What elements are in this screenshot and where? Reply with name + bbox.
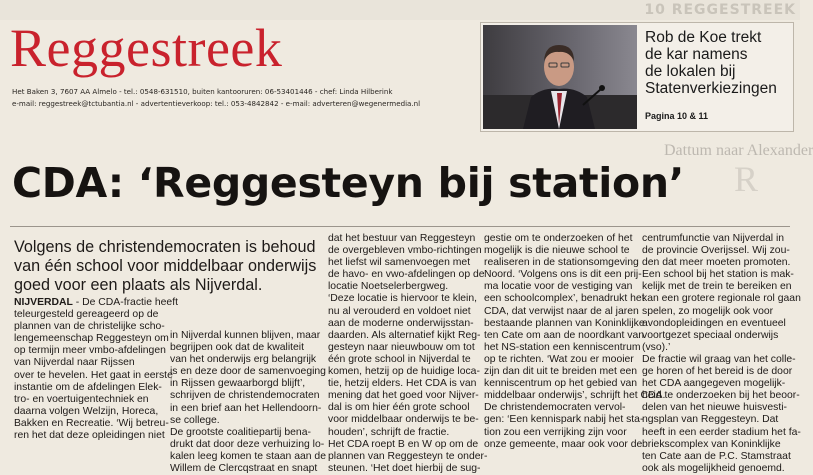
article-text-line: Bakken en Recreatie. ‘Wij betreu-: [14, 417, 169, 429]
article-text-line: teleurgesteld gereageerd op de: [14, 309, 159, 321]
teaser-title-line: de lokalen bij: [645, 63, 736, 80]
article-column-5: [642, 233, 801, 475]
article-text-line: locatie Noetselerbergweg.: [328, 281, 449, 293]
article-text-line: komen, hetzij op de huidige loca-: [328, 366, 480, 378]
article-text-line: heeft in een eerder stadium het fa-: [642, 426, 801, 438]
article-text-line: het CDA aangegeven mogelijk-: [642, 378, 786, 390]
article-text-line: kalen leeg komen te staan aan de: [170, 450, 326, 462]
article-text-line: avondopleidingen en eventueel: [642, 317, 786, 329]
article-text-line: ten Cate aan de P.C. Stamstraat: [642, 450, 791, 462]
article-text-line: middelbaar onderwijs’, schrijft het CDA.: [484, 390, 666, 402]
article-text-line: De fractie wil graag van het colle-: [642, 353, 796, 365]
article-text-line: centrumfunctie van Nijverdal in: [642, 233, 785, 244]
article-text-line: aan de moderne onderwijsstan-: [328, 317, 474, 329]
teaser-title-line: Rob de Koe trekt: [645, 29, 762, 46]
article-text-line: van het onderwijs erg belangrijk: [170, 354, 317, 366]
article-text-line: mogelijk is die nieuwe school te: [484, 245, 630, 257]
article-text-line: realiseren in de stationsomgeving: [484, 257, 639, 269]
article-text-line: den dat meer moeten promoten.: [642, 257, 791, 269]
article-text-line: plannen van Reggesteyn te onder-: [328, 450, 488, 462]
article-text-line: ma locatie voor de vestiging van: [484, 281, 633, 293]
article-text-line: gesteyn naar nieuwbouw om tot: [328, 341, 475, 353]
article-text-line: de havo- en vwo-afdelingen op de: [328, 269, 485, 281]
article-column-2: [170, 330, 328, 475]
article-text-line: houden’, schrijft de fractie.: [328, 426, 450, 438]
teaser-box: [480, 22, 794, 132]
article-text-line: in een brief aan het Hellendoorn-: [170, 402, 322, 414]
article-text: - De CDA-fractie heeft: [72, 297, 178, 308]
article-text-line: in Nijverdal kunnen blijven, maar: [170, 330, 321, 341]
article-text-line: De grootste coalitiepartij bena-: [170, 426, 311, 438]
article-text-line: onze gemeente, maar ook voor de: [484, 438, 643, 450]
article-headline: CDA: ‘Reggesteyn bij station’: [12, 159, 685, 207]
teaser-page-reference: Pagina 10 & 11: [645, 111, 709, 121]
article-text-line: op te richten. ‘Wat zou er mooier: [484, 353, 634, 365]
article-text-line: se college.: [170, 414, 220, 426]
article-intro: [14, 238, 324, 295]
article-text-line: tro- en voertuigentechniek en: [14, 393, 149, 405]
article-text-line: ge horen of het bereid is de door: [642, 366, 793, 378]
article-text-line: instantie om de afdelingen Elek-: [14, 381, 162, 393]
person-portrait-image: [483, 25, 637, 129]
article-text-line: dat het bestuur van Reggesteyn: [328, 233, 476, 244]
article-text-line: ‘Deze locatie is hiervoor te klein,: [328, 293, 478, 305]
intro-line: Volgens de christendemocraten is behoud: [14, 238, 316, 256]
contact-info: [12, 86, 472, 110]
article-text-line: over te hevelen. Het gaat in eerste: [14, 369, 173, 381]
intro-line: goed voor een plaats als Nijverdal.: [14, 276, 263, 294]
article-text-line: gen: ‘Een kennispark nabij het sta-: [484, 414, 644, 426]
intro-line: van één school voor middelbaar onderwijs: [14, 257, 317, 275]
article-text-line: tion zou een verrijking zijn voor: [484, 426, 627, 438]
article-text-line: steunen. ‘Het doet hierbij de sug-: [328, 462, 481, 474]
article-text-line: daarden. Als alternatief kijkt Reg-: [328, 329, 481, 341]
article-text-line: voor middelbaar onderwijs te be-: [328, 414, 479, 426]
article-text-line: een schoolcomplex’, benadrukt het: [484, 293, 645, 305]
article-text-line: plannen van de christelijke scho-: [14, 321, 165, 333]
article-text-line: briekscomplex van Koninklijke: [642, 438, 781, 450]
article-text-line: CDA, dat verwijst naar de al jaren: [484, 305, 639, 317]
article-text-line: ook als mogelijkheid genoemd.: [642, 462, 785, 474]
teaser-title-line: Statenverkiezingen: [645, 80, 777, 97]
contact-line: e-mail: reggestreek@tctubantia.nl - advertentieverkoop: tel.: 053-4842842 - e-mail: adverteren@wegenermedia.nl: [12, 99, 421, 108]
article-text-line: ngsplan van Reggesteyn. Dat: [642, 414, 779, 426]
article-text-line: tie, hetzij elders. Het CDA is van: [328, 378, 477, 390]
article-text-line: Het CDA roept B en W op om de: [328, 438, 479, 450]
article-text-line: de overgebleven vmbo-richtingen: [328, 245, 482, 257]
article-dateline: NIJVERDAL: [14, 297, 73, 308]
article-text-line: ren het dat deze opleidingen niet: [14, 430, 165, 442]
article-column-1: [14, 297, 178, 442]
article-text-line: begrijpen ook dat de kwaliteit: [170, 342, 305, 354]
article-text-line: Noord. ‘Volgens ons is dit een prij-: [484, 269, 642, 281]
article-text-line: gestie om te onderzoeken of het: [484, 233, 633, 244]
article-text-line: voortgezet speciaal onderwijs: [642, 329, 779, 341]
article-text-line: kelijk met de trein te bereiken en: [642, 281, 792, 293]
article-text-line: schrijven de christendemocraten: [170, 390, 320, 402]
article-text-line: heid te onderzoeken bij het beoor-: [642, 390, 800, 402]
article-text-line: (vso).’: [642, 341, 671, 353]
bleed-through-letter: R: [734, 159, 759, 199]
article-text-line: in Rijssen gewaarborgd blijft’,: [170, 378, 306, 390]
article-text-line: Een school bij het station is mak-: [642, 269, 794, 281]
article-text-line: drukt dat door deze verhuizing lo-: [170, 438, 325, 450]
divider: [10, 226, 790, 227]
article-text-line: spelen, zo mogelijk ook voor: [642, 305, 774, 317]
bleed-through-heading: Dattum naar Alexander: [664, 142, 813, 159]
article-text-line: mening dat het goed voor Nijver-: [328, 390, 479, 402]
teaser-photo: [483, 25, 637, 129]
ghost-page-header: 10 REGGESTREEK: [644, 2, 796, 18]
article-text-line: de provincie Overijssel. Wij zou-: [642, 245, 790, 257]
article-text-line: [14, 297, 178, 309]
article-text-line: daarna volgen Welzijn, Horeca,: [14, 405, 159, 417]
article-text-line: lengemeenschap Reggesteyn om: [14, 333, 169, 345]
article-text-line: kan een grotere regionale rol gaan: [642, 293, 801, 305]
article-text-line: het liefst wil samenvoegen met: [328, 257, 471, 269]
article-text-line: één grote school in Nijverdal te: [328, 353, 471, 365]
teaser-title-line: de kar namens: [645, 46, 748, 63]
article-column-3: [328, 233, 488, 475]
article-text-line: op termijn meer vmbo-afdelingen: [14, 345, 166, 357]
article-text-line: van Nijverdal naar Rijssen: [14, 357, 135, 369]
article-text-line: ten Cate om aan de noordkant van: [484, 329, 645, 341]
article-text-line: is en deze door de samenvoeging: [170, 366, 326, 378]
contact-line: Het Baken 3, 7607 AA Almelo - tel.: 0548-631510, buiten kantooruren: 06-53401446 - chef: Linda Hilberink: [12, 87, 393, 96]
article-text-line: het NS-station een kenniscentrum: [484, 341, 641, 353]
article-text-line: De christendemocraten vervol-: [484, 402, 626, 414]
article-text-line: delen van het nieuwe huisvesti-: [642, 402, 787, 414]
article-text-line: bestaande plannen van Koninklijke: [484, 317, 645, 329]
teaser-title: [645, 29, 791, 97]
article-text-line: Willem de Clercqstraat en snapt: [170, 463, 318, 475]
article-text-line: dal is om hier één grote school: [328, 402, 470, 414]
masthead-title: Reggestreek: [10, 18, 283, 78]
article-text-line: nu al verouderd en voldoet niet: [328, 305, 471, 317]
article-text-line: kenniscentrum op het gebied van: [484, 378, 638, 390]
article-text-line: zijn dan dit uit te breiden met een: [484, 366, 638, 378]
